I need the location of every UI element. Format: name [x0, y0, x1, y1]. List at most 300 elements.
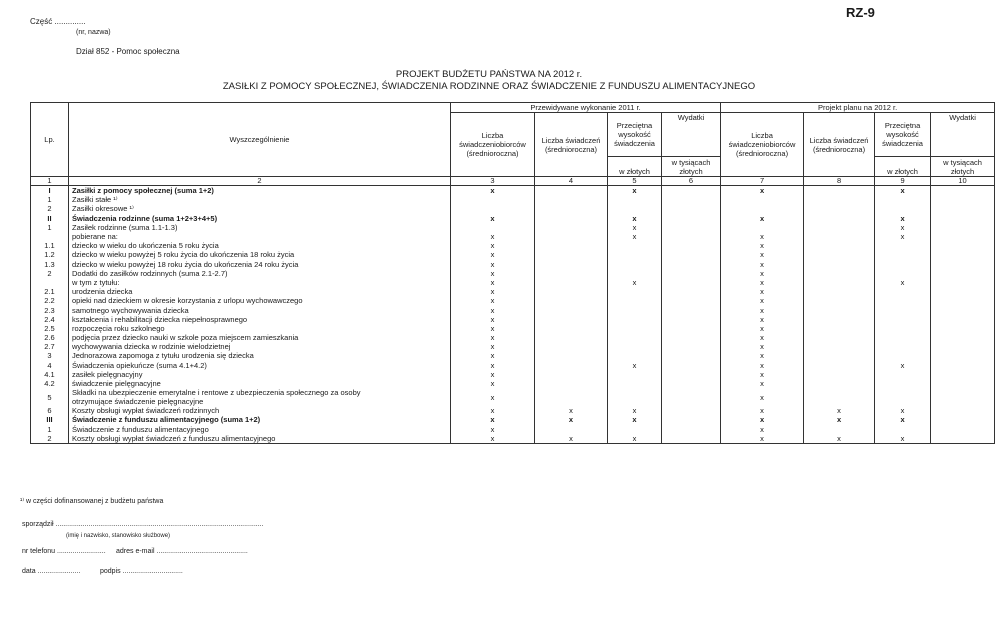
row-lp: II: [31, 214, 69, 223]
cell-col-7[interactable]: x: [721, 415, 804, 424]
row-lp: 2: [31, 269, 69, 278]
row-lp: 1.1: [31, 241, 69, 250]
cell-col-10[interactable]: [931, 260, 995, 269]
cell-col-8[interactable]: [804, 269, 875, 278]
cell-col-7[interactable]: x: [721, 260, 804, 269]
cell-col-10[interactable]: [931, 315, 995, 324]
table-row: [31, 241, 995, 250]
cell-col-4[interactable]: [535, 250, 608, 259]
cell-col-10[interactable]: [931, 305, 995, 314]
cell-col-8[interactable]: [804, 315, 875, 324]
cell-col-6[interactable]: [662, 186, 721, 196]
cell-col-3[interactable]: [451, 204, 535, 213]
cell-col-5[interactable]: x: [608, 214, 662, 223]
cell-col-3[interactable]: x: [451, 361, 535, 370]
header-beneficiaries-2012: Liczba świadczeniobiorców (średnioroczna): [721, 113, 804, 177]
cell-col-7[interactable]: x: [721, 278, 804, 287]
cell-col-3[interactable]: x: [451, 333, 535, 342]
cell-col-6[interactable]: [662, 204, 721, 213]
row-lp: 4.2: [31, 379, 69, 388]
cell-col-4[interactable]: [535, 305, 608, 314]
cell-col-3[interactable]: x: [451, 406, 535, 415]
cell-col-7[interactable]: x: [721, 324, 804, 333]
cell-col-6[interactable]: [662, 379, 721, 388]
cell-col-7[interactable]: x: [721, 287, 804, 296]
cell-col-9[interactable]: [875, 315, 931, 324]
cell-col-3[interactable]: x: [451, 278, 535, 287]
cell-col-6[interactable]: [662, 315, 721, 324]
row-description: dziecko w wieku powyżej 5 roku życia do ukończenia 18 roku życia: [69, 250, 451, 259]
signature-field[interactable]: podpis ...............................: [100, 568, 183, 575]
row-description: rozpoczęcia roku szkolnego: [69, 324, 451, 333]
table-row: [31, 250, 995, 259]
cell-col-9[interactable]: [875, 204, 931, 213]
cell-col-8[interactable]: x: [804, 434, 875, 444]
row-lp: 2.7: [31, 342, 69, 351]
cell-col-4[interactable]: [535, 370, 608, 379]
cell-col-10[interactable]: [931, 241, 995, 250]
cell-col-8[interactable]: [804, 333, 875, 342]
row-description: samotnego wychowywania dziecka: [69, 305, 451, 314]
cell-col-6[interactable]: [662, 305, 721, 314]
cell-col-3[interactable]: x: [451, 388, 535, 406]
cell-col-8[interactable]: [804, 223, 875, 232]
cell-col-10[interactable]: [931, 342, 995, 351]
cell-col-8[interactable]: [804, 351, 875, 360]
cell-col-3[interactable]: x: [451, 342, 535, 351]
unit-pln-2011: w złotych: [608, 157, 662, 177]
row-lp: 2.5: [31, 324, 69, 333]
cell-col-5[interactable]: x: [608, 223, 662, 232]
cell-col-5[interactable]: [608, 351, 662, 360]
cell-col-9[interactable]: [875, 425, 931, 434]
cell-col-4[interactable]: [535, 195, 608, 204]
cell-col-9[interactable]: [875, 241, 931, 250]
table-row: [31, 223, 995, 232]
cell-col-7[interactable]: x: [721, 425, 804, 434]
cell-col-10[interactable]: [931, 287, 995, 296]
cell-col-7[interactable]: x: [721, 250, 804, 259]
cell-col-3[interactable]: x: [451, 370, 535, 379]
row-description: Świadczenia opiekuńcze (suma 4.1+4.2): [69, 361, 451, 370]
row-description: dziecko w wieku powyżej 18 roku życia do ukończenia 24 roku życia: [69, 260, 451, 269]
cell-col-5[interactable]: [608, 370, 662, 379]
cell-col-5[interactable]: [608, 379, 662, 388]
table-row: [31, 287, 995, 296]
cell-col-10[interactable]: [931, 361, 995, 370]
cell-col-4[interactable]: [535, 351, 608, 360]
row-lp: 2: [31, 204, 69, 213]
cell-col-6[interactable]: [662, 333, 721, 342]
document-title-line1: PROJEKT BUDŻETU PAŃSTWA NA 2012 r.: [395, 69, 583, 80]
cell-col-5[interactable]: x: [608, 406, 662, 415]
date-field[interactable]: data ......................: [22, 568, 81, 575]
header-benefits-2012: Liczba świadczeń (średnioroczna): [804, 113, 875, 177]
cell-col-8[interactable]: [804, 388, 875, 406]
cell-col-7[interactable]: x: [721, 351, 804, 360]
cell-col-6[interactable]: [662, 296, 721, 305]
row-lp: 1.3: [31, 260, 69, 269]
cell-col-9[interactable]: x: [875, 406, 931, 415]
row-description-line1: Składki na ubezpieczenie emerytalne i rentowe z ubezpieczenia społecznego za osoby: [72, 388, 361, 398]
cell-col-4[interactable]: [535, 260, 608, 269]
cell-col-9[interactable]: x: [875, 186, 931, 196]
cell-col-9[interactable]: x: [875, 278, 931, 287]
cell-col-10[interactable]: [931, 204, 995, 213]
cell-col-8[interactable]: [804, 204, 875, 213]
cell-col-6[interactable]: [662, 324, 721, 333]
cell-col-8[interactable]: [804, 232, 875, 241]
row-description: [69, 388, 451, 406]
cell-col-9[interactable]: [875, 260, 931, 269]
cell-col-8[interactable]: [804, 186, 875, 196]
row-description: Świadczenie z funduszu alimentacyjnego (suma 1+2): [69, 415, 451, 424]
cell-col-8[interactable]: [804, 260, 875, 269]
cell-col-7[interactable]: x: [721, 305, 804, 314]
cell-col-10[interactable]: [931, 415, 995, 424]
cell-col-4[interactable]: [535, 361, 608, 370]
cell-col-10[interactable]: [931, 278, 995, 287]
cell-col-5[interactable]: x: [608, 415, 662, 424]
cell-col-4[interactable]: [535, 425, 608, 434]
cell-col-3[interactable]: x: [451, 241, 535, 250]
cell-col-9[interactable]: x: [875, 434, 931, 444]
cell-col-6[interactable]: [662, 214, 721, 223]
cell-col-10[interactable]: [931, 333, 995, 342]
header-lp: Lp.: [31, 103, 69, 177]
cell-col-5[interactable]: x: [608, 278, 662, 287]
cell-col-7[interactable]: x: [721, 379, 804, 388]
cell-col-4[interactable]: x: [535, 415, 608, 424]
cell-col-7[interactable]: x: [721, 315, 804, 324]
cell-col-5[interactable]: [608, 425, 662, 434]
cell-col-3[interactable]: x: [451, 351, 535, 360]
cell-col-9[interactable]: [875, 342, 931, 351]
cell-col-9[interactable]: x: [875, 415, 931, 424]
cell-col-6[interactable]: [662, 415, 721, 424]
cell-col-7[interactable]: [721, 223, 804, 232]
row-lp: [31, 278, 69, 287]
unit-pln-2012: w złotych: [875, 157, 931, 177]
cell-col-6[interactable]: [662, 361, 721, 370]
row-description: opieki nad dzieckiem w okresie korzystania z urlopu wychowawczego: [69, 296, 451, 305]
part-label: Część ..............: [30, 17, 86, 26]
cell-col-8[interactable]: [804, 305, 875, 314]
cell-col-10[interactable]: [931, 324, 995, 333]
row-lp: 2.1: [31, 287, 69, 296]
footnote: ¹⁾ w części dofinansowanej z budżetu państwa: [20, 498, 164, 505]
table-row: [31, 296, 995, 305]
cell-col-7[interactable]: x: [721, 269, 804, 278]
cell-col-9[interactable]: [875, 287, 931, 296]
cell-col-10[interactable]: [931, 406, 995, 415]
cell-col-7[interactable]: x: [721, 186, 804, 196]
cell-col-3[interactable]: x: [451, 415, 535, 424]
cell-col-10[interactable]: [931, 388, 995, 406]
cell-col-9[interactable]: [875, 305, 931, 314]
cell-col-5[interactable]: [608, 204, 662, 213]
cell-col-4[interactable]: [535, 388, 608, 406]
cell-col-6[interactable]: [662, 388, 721, 406]
cell-col-8[interactable]: [804, 370, 875, 379]
row-description: zasiłek pielęgnacyjny: [69, 370, 451, 379]
cell-col-8[interactable]: [804, 241, 875, 250]
unit-thousands-2012: w tysiącach złotych: [931, 157, 995, 177]
cell-col-3[interactable]: x: [451, 305, 535, 314]
row-description: Zasiłki okresowe ¹⁾: [69, 204, 451, 213]
cell-col-7[interactable]: [721, 195, 804, 204]
cell-col-10[interactable]: [931, 351, 995, 360]
header-average-2011: Przeciętna wysokość świadczenia: [608, 113, 662, 157]
cell-col-9[interactable]: [875, 351, 931, 360]
cell-col-7[interactable]: x: [721, 241, 804, 250]
header-beneficiaries-2011: Liczba świadczeniobiorców (średnioroczna): [451, 113, 535, 177]
cell-col-5[interactable]: x: [608, 434, 662, 444]
cell-col-8[interactable]: x: [804, 415, 875, 424]
table-row: [31, 186, 995, 196]
column-number: 5: [608, 177, 662, 186]
column-number: 10: [931, 177, 995, 186]
cell-col-4[interactable]: [535, 223, 608, 232]
cell-col-3[interactable]: x: [451, 315, 535, 324]
row-lp: 1: [31, 223, 69, 232]
table-row: [31, 434, 995, 444]
cell-col-4[interactable]: [535, 186, 608, 196]
cell-col-5[interactable]: [608, 241, 662, 250]
cell-col-6[interactable]: [662, 223, 721, 232]
row-description: Dodatki do zasiłków rodzinnych (suma 2.1-2.7): [69, 269, 451, 278]
cell-col-8[interactable]: [804, 214, 875, 223]
cell-col-5[interactable]: [608, 260, 662, 269]
cell-col-9[interactable]: [875, 250, 931, 259]
cell-col-4[interactable]: [535, 214, 608, 223]
cell-col-7[interactable]: x: [721, 232, 804, 241]
cell-col-3[interactable]: x: [451, 250, 535, 259]
cell-col-5[interactable]: [608, 388, 662, 406]
cell-col-3[interactable]: x: [451, 296, 535, 305]
cell-col-4[interactable]: x: [535, 434, 608, 444]
cell-col-7[interactable]: x: [721, 370, 804, 379]
cell-col-5[interactable]: [608, 296, 662, 305]
row-description: Świadczenia rodzinne (suma 1+2+3+4+5): [69, 214, 451, 223]
table-row: [31, 333, 995, 342]
cell-col-3[interactable]: x: [451, 425, 535, 434]
row-lp: 5: [31, 388, 69, 406]
cell-col-6[interactable]: [662, 269, 721, 278]
cell-col-9[interactable]: [875, 333, 931, 342]
cell-col-8[interactable]: [804, 361, 875, 370]
email-field[interactable]: adres e-mail ...............................................: [116, 548, 248, 555]
cell-col-8[interactable]: [804, 342, 875, 351]
row-description: Świadczenie z funduszu alimentacyjnego: [69, 425, 451, 434]
cell-col-8[interactable]: [804, 278, 875, 287]
header-average-2012: Przeciętna wysokość świadczenia: [875, 113, 931, 157]
cell-col-7[interactable]: x: [721, 361, 804, 370]
cell-col-4[interactable]: [535, 379, 608, 388]
cell-col-6[interactable]: [662, 425, 721, 434]
row-lp: 1: [31, 425, 69, 434]
cell-col-8[interactable]: [804, 250, 875, 259]
cell-col-7[interactable]: [721, 204, 804, 213]
table-row: [31, 388, 995, 406]
form-code: RZ-9: [846, 5, 875, 20]
cell-col-6[interactable]: [662, 434, 721, 444]
cell-col-5[interactable]: [608, 333, 662, 342]
cell-col-3[interactable]: x: [451, 186, 535, 196]
cell-col-9[interactable]: [875, 324, 931, 333]
table-row: [31, 214, 995, 223]
cell-col-4[interactable]: [535, 204, 608, 213]
row-description: w tym z tytułu:: [69, 278, 451, 287]
cell-col-10[interactable]: [931, 434, 995, 444]
cell-col-5[interactable]: [608, 195, 662, 204]
row-description: dziecko w wieku do ukończenia 5 roku życia: [69, 241, 451, 250]
row-lp: 2.2: [31, 296, 69, 305]
cell-col-6[interactable]: [662, 241, 721, 250]
cell-col-9[interactable]: [875, 379, 931, 388]
column-number: 2: [69, 177, 451, 186]
row-description: Jednorazowa zapomoga z tytułu urodzenia się dziecka: [69, 351, 451, 360]
header-group-2011: Przewidywane wykonanie 2011 r.: [451, 103, 721, 113]
cell-col-5[interactable]: [608, 324, 662, 333]
cell-col-7[interactable]: x: [721, 434, 804, 444]
cell-col-5[interactable]: x: [608, 232, 662, 241]
cell-col-3[interactable]: x: [451, 232, 535, 241]
cell-col-9[interactable]: [875, 388, 931, 406]
cell-col-6[interactable]: [662, 278, 721, 287]
cell-col-6[interactable]: [662, 232, 721, 241]
cell-col-3[interactable]: x: [451, 434, 535, 444]
cell-col-7[interactable]: x: [721, 388, 804, 406]
cell-col-4[interactable]: [535, 296, 608, 305]
header-expenses-2011: Wydatki: [662, 113, 721, 157]
cell-col-3[interactable]: x: [451, 324, 535, 333]
cell-col-7[interactable]: x: [721, 214, 804, 223]
cell-col-9[interactable]: x: [875, 361, 931, 370]
cell-col-3[interactable]: x: [451, 287, 535, 296]
cell-col-9[interactable]: [875, 195, 931, 204]
cell-col-5[interactable]: x: [608, 186, 662, 196]
cell-col-4[interactable]: [535, 287, 608, 296]
prepared-by-field[interactable]: sporządził ...........................................................................................................: [22, 521, 264, 528]
cell-col-7[interactable]: x: [721, 333, 804, 342]
table-row: [31, 195, 995, 204]
cell-col-4[interactable]: x: [535, 406, 608, 415]
cell-col-10[interactable]: [931, 296, 995, 305]
cell-col-9[interactable]: x: [875, 232, 931, 241]
cell-col-4[interactable]: [535, 241, 608, 250]
cell-col-10[interactable]: [931, 250, 995, 259]
cell-col-3[interactable]: [451, 195, 535, 204]
cell-col-6[interactable]: [662, 351, 721, 360]
cell-col-8[interactable]: [804, 324, 875, 333]
cell-col-8[interactable]: x: [804, 406, 875, 415]
column-number: 4: [535, 177, 608, 186]
cell-col-3[interactable]: x: [451, 214, 535, 223]
cell-col-6[interactable]: [662, 250, 721, 259]
cell-col-4[interactable]: [535, 269, 608, 278]
row-description: Koszty obsługi wypłat świadczeń z funduszu alimentacyjnego: [69, 434, 451, 444]
cell-col-5[interactable]: [608, 287, 662, 296]
cell-col-10[interactable]: [931, 232, 995, 241]
cell-col-4[interactable]: [535, 342, 608, 351]
cell-col-7[interactable]: x: [721, 342, 804, 351]
cell-col-4[interactable]: [535, 324, 608, 333]
cell-col-4[interactable]: [535, 315, 608, 324]
document-title-line2: ZASIŁKI Z POMOCY SPOŁECZNEJ, ŚWIADCZENIA RODZINNE ORAZ ŚWIADCZENIE Z FUNDUSZU ALIMENTACYJNEGO: [222, 81, 756, 92]
cell-col-3[interactable]: x: [451, 269, 535, 278]
cell-col-4[interactable]: [535, 232, 608, 241]
cell-col-10[interactable]: [931, 425, 995, 434]
cell-col-3[interactable]: x: [451, 379, 535, 388]
cell-col-10[interactable]: [931, 223, 995, 232]
cell-col-8[interactable]: [804, 296, 875, 305]
cell-col-6[interactable]: [662, 260, 721, 269]
cell-col-10[interactable]: [931, 370, 995, 379]
row-lp: 1: [31, 195, 69, 204]
column-number: 6: [662, 177, 721, 186]
cell-col-5[interactable]: [608, 305, 662, 314]
cell-col-9[interactable]: [875, 269, 931, 278]
cell-col-7[interactable]: x: [721, 296, 804, 305]
cell-col-8[interactable]: [804, 425, 875, 434]
cell-col-8[interactable]: [804, 287, 875, 296]
row-lp: I: [31, 186, 69, 196]
cell-col-3[interactable]: x: [451, 260, 535, 269]
cell-col-4[interactable]: [535, 333, 608, 342]
cell-col-9[interactable]: x: [875, 214, 931, 223]
part-hint: (nr, nazwa): [76, 29, 111, 36]
cell-col-8[interactable]: [804, 195, 875, 204]
table-row: [31, 425, 995, 434]
cell-col-10[interactable]: [931, 379, 995, 388]
row-lp: III: [31, 415, 69, 424]
cell-col-6[interactable]: [662, 195, 721, 204]
cell-col-6[interactable]: [662, 370, 721, 379]
cell-col-9[interactable]: [875, 296, 931, 305]
table-row: [31, 324, 995, 333]
cell-col-10[interactable]: [931, 269, 995, 278]
header-description: Wyszczególnienie: [69, 103, 451, 177]
column-number: 3: [451, 177, 535, 186]
cell-col-6[interactable]: [662, 287, 721, 296]
table-row: [31, 260, 995, 269]
column-number: 9: [875, 177, 931, 186]
cell-col-5[interactable]: [608, 342, 662, 351]
row-lp: 2.4: [31, 315, 69, 324]
cell-col-9[interactable]: [875, 370, 931, 379]
cell-col-7[interactable]: x: [721, 406, 804, 415]
cell-col-6[interactable]: [662, 342, 721, 351]
cell-col-5[interactable]: [608, 269, 662, 278]
cell-col-10[interactable]: [931, 186, 995, 196]
cell-col-5[interactable]: [608, 250, 662, 259]
cell-col-4[interactable]: [535, 278, 608, 287]
cell-col-5[interactable]: [608, 315, 662, 324]
column-number: 7: [721, 177, 804, 186]
phone-field[interactable]: nr telefonu .........................: [22, 548, 106, 555]
cell-col-10[interactable]: [931, 214, 995, 223]
cell-col-8[interactable]: [804, 379, 875, 388]
row-lp: 6: [31, 406, 69, 415]
cell-col-3[interactable]: [451, 223, 535, 232]
cell-col-6[interactable]: [662, 406, 721, 415]
cell-col-5[interactable]: x: [608, 361, 662, 370]
table-row: [31, 361, 995, 370]
table-row: [31, 204, 995, 213]
cell-col-10[interactable]: [931, 195, 995, 204]
cell-col-9[interactable]: x: [875, 223, 931, 232]
